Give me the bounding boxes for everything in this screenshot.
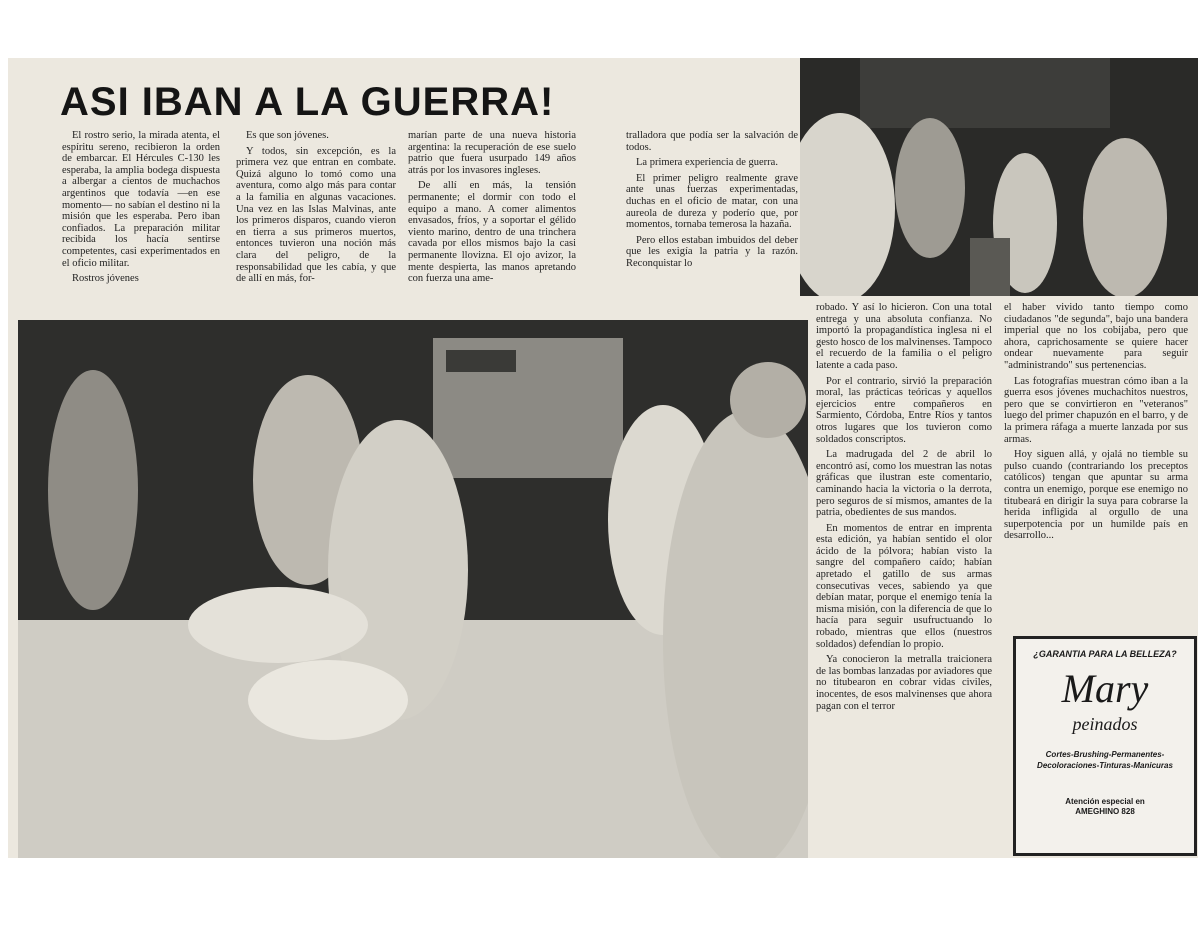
- article-column-4: [626, 130, 798, 314]
- paragraph: De allí en más, la tensión permanente; el dormir con todo el equipo a mano. A comer alimentos envasados, fríos, y a soportar el gélido viento marino, dentro de una trinchera cavada por ellos mismos bajo la casi permanente lloviznа. El ojo avizor, la mente despierta, las manos apretando con fuerza una ame-: [408, 180, 576, 285]
- paragraph: Ya conocieron la metralla traicionera de las bombas lanzadas por aviadores que no titubearon en cobrar vidas civiles, inocentes, de esos malvinenses que ahora pagan con el terror: [816, 654, 992, 712]
- photo-aircraft-interior: [800, 58, 1198, 296]
- article-column-1: [62, 130, 220, 314]
- article-column-5: [816, 302, 992, 854]
- paragraph: Las fotografías muestran cómo iban a la guerra esos jóvenes muchachitos nuestros, pero que se convirtieron en "veteranos" luego del primer chapuzón en el barro, y de la primera ráfaga a muerte lanzada por sus armas.: [1004, 375, 1188, 445]
- paragraph: La madrugada del 2 de abril lo encontró así, como los muestran las notas gráficas que ilustran este comentario, caminando hacia la victoria o la derrota, pero seguros de sí mismos, amantes de la patria, obedientes de sus mandos.: [816, 449, 992, 519]
- ad-brand: Mary: [1061, 666, 1149, 711]
- paragraph: Y todos, sin excepción, es la primera vez que entran en combate. Quizá alguno lo tomó como una aventura, como algo más para contar a la familia en algunas vacaciones. Una vez en las Islas Malvinas, ante los primeros disparos, cuando vieron en tierra a sus primeros muertos, entonces tuvieron una noción más clara del peligro, de la responsabilidad que les cabía, y que de allí en más, for-: [236, 145, 396, 285]
- headline: ASI IBAN A LA GUERRA!: [60, 80, 555, 124]
- ad-tagline: ¿GARANTIA PARA LA BELLEZA?: [1033, 649, 1177, 659]
- ad-attention: Atención especial en: [1065, 797, 1145, 806]
- article-column-2: [236, 130, 396, 314]
- paragraph: el haber vivido tanto tiempo como ciudadanos "de segunda", bajo una bandera imperial que no los cobijaba, pero que ahora, caprichosamente se quiere hacer ondear nuevamente para seguir "administrando" sus pertenencias.: [1004, 302, 1188, 371]
- paragraph: El primer peligro realmente grave ante unas fuerzas experimentadas, duchas en el oficio de matar, con una aureola de dureza y poderío que, por momentos, tornaba temerosa la hazaña.: [626, 172, 798, 231]
- paragraph: Es que son jóvenes.: [246, 130, 329, 141]
- paragraph: Hoy siguen allá, y ojalá no tiemble su pulso cuando (contrariando los preceptos católicos) tengan que apuntar su arma contra un enemigo, porque ese enemigo no titubeará en dirigir la suya para cobrarse la herida infligida al orgullo de una superpotencia por un humilde país en desarrollo...: [1004, 449, 1188, 542]
- photo-soldiers-marching: [18, 320, 808, 858]
- photo-soldiers-marching-image: [18, 320, 808, 858]
- paragraph: robado. Y así lo hicieron. Con una total entrega y una absoluta confianza. No importó la propagandística inglesa ni el gesto hosco de los malvinenses. Tampoco el recuerdo de la familia o el peligro latente a cada paso.: [816, 302, 992, 371]
- paragraph: En momentos de entrar en imprenta esta edición, ya habían sentido el olor ácido de la pólvora; habían visto la sangre del compañero caído; habían apretado el gatillo de sus armas consecutivas veces, sabiendo ya que debían matar, porque el enemigo tenía la misma misión, con la diferencia de que lo hacía para seguir usufructuando lo robado, mientras que ellos (nuestros soldados) defendían lo propio.: [816, 522, 992, 650]
- subheading: Rostros jóvenes: [72, 273, 139, 285]
- article-column-3: [408, 130, 576, 314]
- photo-aircraft-interior-image: [800, 58, 1198, 296]
- ad-services: Decoloraciones-Tinturas-Manicuras: [1037, 761, 1173, 770]
- paragraph: La primera experiencia de guerra.: [636, 157, 778, 169]
- article-column-6: [1004, 302, 1188, 628]
- ad-subbrand: peinados: [1072, 714, 1138, 734]
- newspaper-clipping: [8, 58, 1198, 858]
- ad-address: AMEGHINO 828: [1075, 807, 1135, 816]
- paragraph: Por el contrario, sirvió la preparación moral, las prácticas teóricas y aquellos ejercicios entre compañeros en Sarmiento, Córdoba, Entre Ríos y tantos otros lugares que los tuvieron como soldados conscriptos.: [816, 375, 992, 445]
- paragraph: Pero ellos estaban imbuidos del deber que les exigía la patria y la razón. Reconquistar lo: [626, 234, 798, 269]
- advertisement-box: [1013, 636, 1197, 856]
- paragraph: tralladora que podía ser la salvación de todos.: [626, 130, 798, 153]
- paragraph: marían parte de una nueva historia argentina: la recuperación de ese suelo patrio que fuera usurpado 149 años atrás por los invasores ingleses.: [408, 130, 576, 176]
- ad-services: Cortes-Brushing-Permanentes-: [1045, 750, 1165, 759]
- paragraph: El rostro serio, la mirada atenta, el espíritu sereno, recibieron la orden de embarcar. El Hércules C-130 les esperaba, la amplia bodega dispuesta a albergar a cientos de muchachos argentinos que todavía —en ese momento— no sabían el destino ni la misión que les esperaba. Pero iban confiados. La preparación militar recibida los hacía sentirse competentes, casi experimentados en el oficio militar.: [62, 130, 220, 269]
